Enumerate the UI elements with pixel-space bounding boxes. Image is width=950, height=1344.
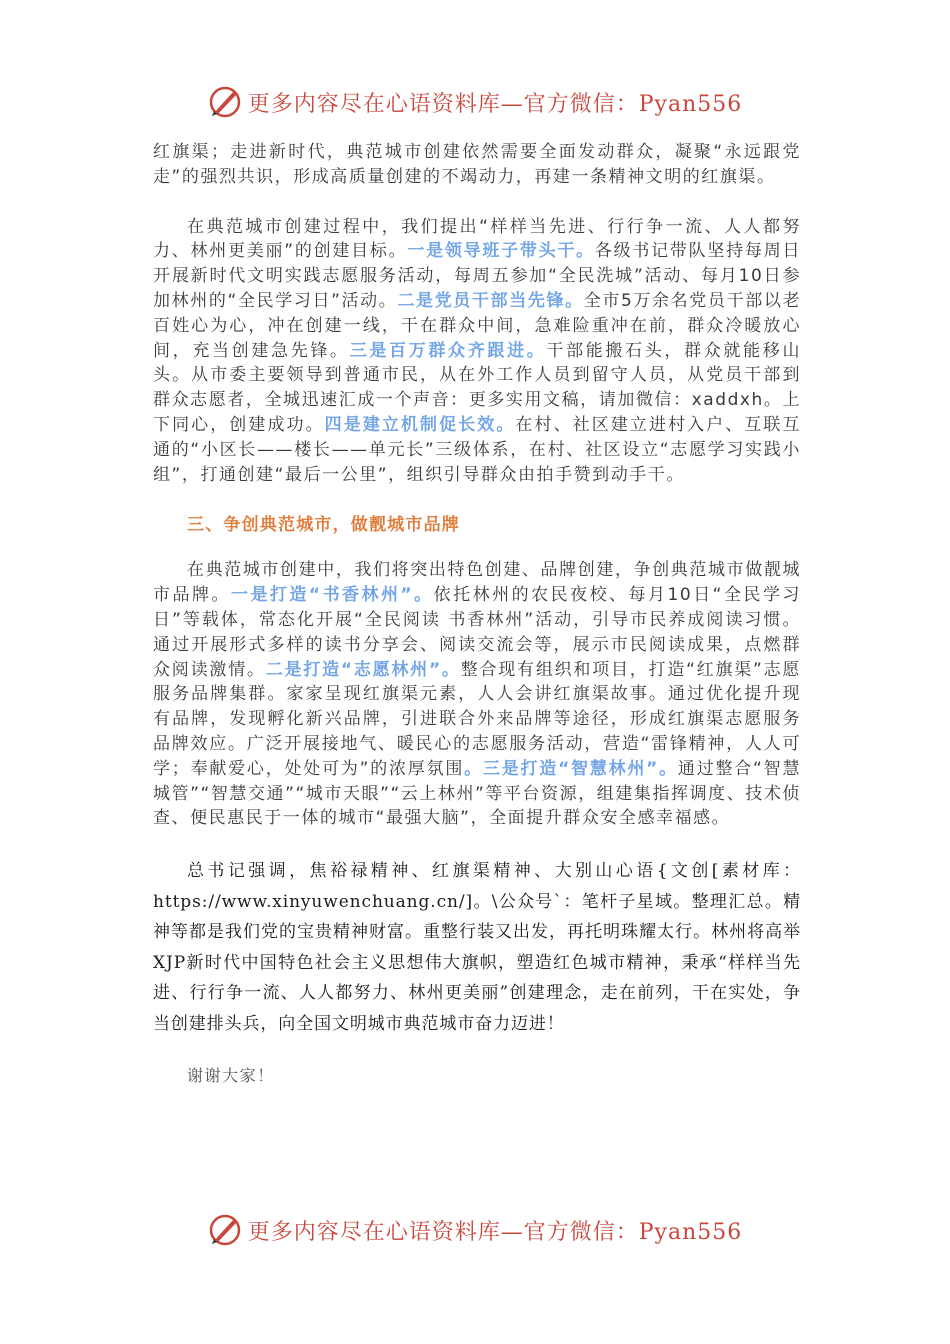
p3-text-3: 整合现有组织和项目，打造“红旗渠”志愿服务品牌集群。家家呈现红旗渠元素，人人会讲红旗渠故事。通过优化提升现有品牌，发现孵化新兴品牌，引进联合外来品牌等途径，形成红旗渠志愿服务品牌效应。广泛开展接地气、暖民心的志愿服务活动，营造“雷锋精神，人人可学；奉献爱心，处处可为”的浓厚氛围 (153, 659, 801, 779)
p2-highlight-1: 一是领导班子带头干。 (407, 241, 595, 262)
p3-text-1: 在典范城市创建中，我们将突出特色创建、品牌创建，争创典范城市做靓城市品牌。 (153, 560, 801, 606)
paragraph-1: 红旗渠；走进新时代，典范城市创建依然需要全面发动群众，凝聚“永远跟党走”的强烈共识，形成高质量创建的不竭动力，再建一条精神文明的红旗渠。 (153, 142, 801, 187)
paragraph-2 (153, 215, 801, 488)
footer-text: 更多内容尽在心语资料库—官方微信：Pyan556 (247, 1219, 743, 1245)
p2-text-3: 全市5万余名党员干部以老百姓心为心，冲在创建一线，干在群众中间，急难险重冲在前，群众冷暖放心间，充当创建急先锋。 (153, 290, 801, 361)
p2-highlight-2: 二是党员干部当先锋。 (397, 290, 584, 311)
header-banner (0, 82, 950, 122)
header-text: 更多内容尽在心语资料库—官方微信：Pyan556 (247, 91, 743, 117)
paragraph-3 (153, 558, 801, 831)
footer-banner (0, 1210, 950, 1250)
p3-highlight-2: 二是打造“志愿林州”。 (265, 659, 461, 680)
section-heading-3: 三、争创典范城市，做靓城市品牌 (187, 515, 460, 536)
p2-highlight-3: 三是百万群众齐跟进。 (349, 340, 547, 361)
paragraph-4: 总书记强调，焦裕禄精神、红旗渠精神、大别山心语{文创[素材库：https://www.xinyuwenchuang.cn/]。\公众号`：笔杆子星域。整理汇总。精神等都是我们党的宝贵精神财富。重整行装又出发，再托明珠耀太行。林州将高举XJP新时代中国特色社会主义思想伟大旗帜，塑造红色城市精神，秉承“样样当先进、行行争一流、人人都努力、林州更美丽”创建理念，走在前列，干在实处，争当创建排头兵，向全国文明城市典范城市奋力迈进！ (153, 861, 801, 1034)
p2-text-2: 各级书记带队坚持每周日开展新时代文明实践志愿服务活动，每周五参加“全民洗城”活动、每月10日参加林州的“全民学习日”活动。 (153, 241, 801, 311)
pen-circle-logo-icon (208, 1213, 242, 1247)
pen-circle-logo-icon (208, 85, 242, 119)
p3-highlight-3: 。三是打造“智慧林州”。 (464, 758, 678, 779)
closing-thanks: 谢谢大家！ (187, 1066, 275, 1086)
p3-highlight-1: 一是打造“书香林州”。 (230, 585, 434, 606)
document-body (153, 140, 801, 1089)
p2-text-1: 在典范城市创建过程中，我们提出“样样当先进、行行争一流、人人都努力、林州更美丽”的创建目标。 (153, 216, 801, 262)
p3-text-2: 依托林州的农民夜校、每月10日“全民学习日”等载体，常态化开展“全民阅读 书香林州”活动，引导市民养成阅读习惯。通过开展形式多样的读书分享会、阅读交流会等，展示市民阅读成果，点燃群众阅读激情。 (153, 585, 801, 680)
p2-highlight-4: 四是建立机制促长效。 (324, 414, 516, 435)
p2-text-4: 干部能搬石头，群众就能移山头。从市委主要领导到普通市民，从在外工作人员到留守人员，从党员干部到群众志愿者，全城迅速汇成一个声音：更多实用文稿，请加微信：xaddxh。上下同心，创建成功。 (153, 340, 801, 435)
p2-text-5: 在村、社区建立进村入户、互联互通的“小区长——楼长——单元长”三级体系，在村、社区设立“志愿学习实践小组”，打通创建“最后一公里”，组织引导群众由拍手赞到动手干。 (153, 414, 802, 485)
p3-text-4: 通过整合“智慧城管”“智慧交通”“城市天眼”“云上林州”等平台资源，组建集指挥调度、技术侦查、便民惠民于一体的城市“最强大脑”，全面提升群众安全感幸福感。 (153, 758, 801, 829)
